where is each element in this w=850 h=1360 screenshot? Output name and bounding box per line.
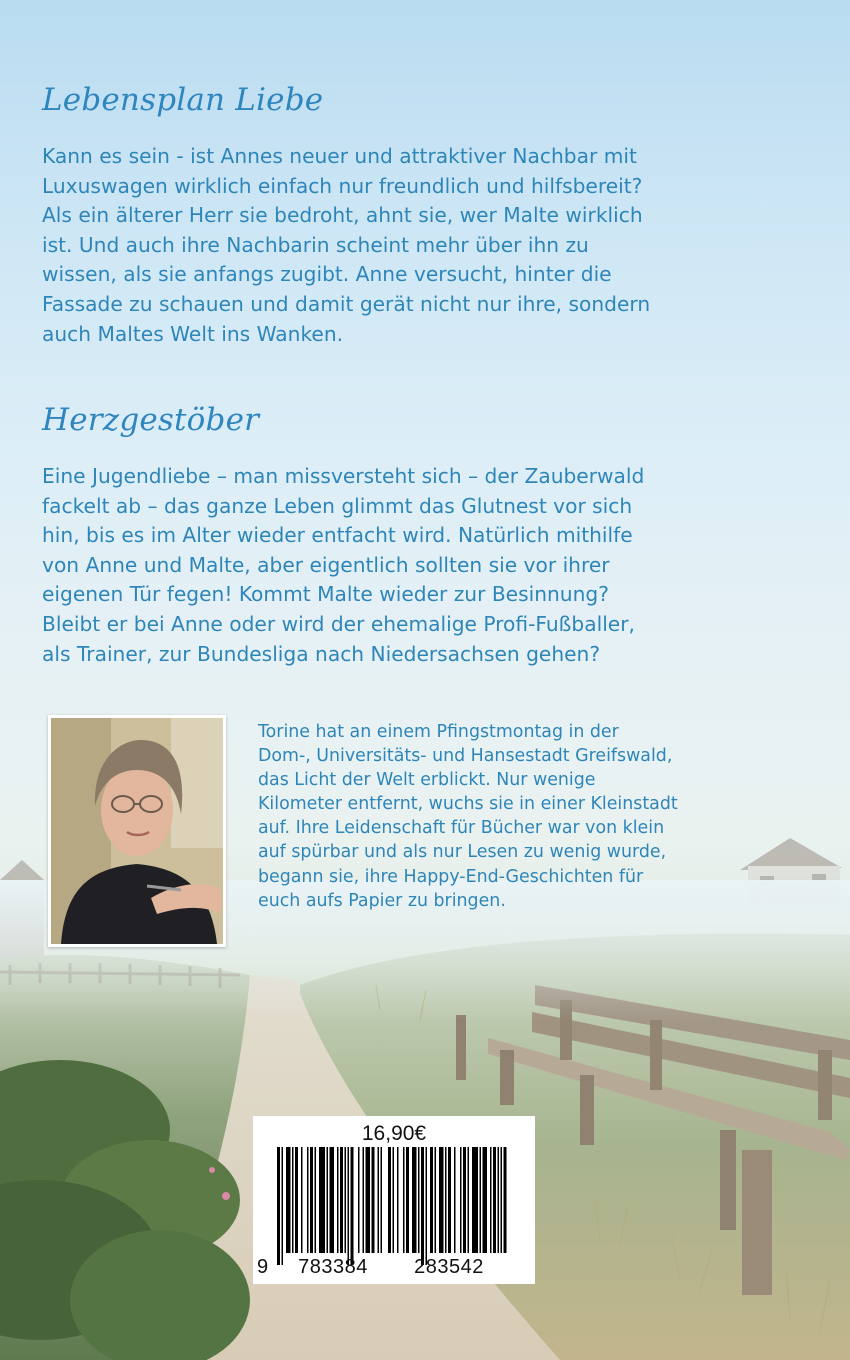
text-line: von Anne und Malte, aber eigentlich sollten sie vor ihrer: [42, 552, 610, 577]
barcode-bar: [483, 1147, 488, 1253]
barcode-bar: [327, 1147, 329, 1253]
text-line: Kann es sein - ist Annes neuer und attraktiver Nachbar mit: [42, 144, 637, 168]
barcode-bar: [348, 1147, 350, 1265]
text-line: auch Maltes Welt ins Wanken.: [42, 321, 344, 346]
bio-line: Dom-, Universitäts- und Hansestadt Greifswald,: [258, 746, 673, 767]
barcode-bar: [292, 1147, 294, 1253]
barcode-bar: [493, 1147, 496, 1253]
blurb-herzgestoeber: [42, 462, 802, 669]
barcode-bar: [418, 1147, 420, 1253]
barcode-bar: [472, 1147, 478, 1253]
text-line: Bleibt er bei Anne oder wird der ehemalige Profi-Fußballer,: [42, 611, 635, 636]
barcode-bar: [445, 1147, 447, 1253]
barcode-bar: [454, 1147, 456, 1253]
section-heading-herzgestoeber: Herzgestöber: [42, 402, 260, 438]
barcode-bar: [319, 1147, 325, 1253]
barcode-bar: [358, 1147, 360, 1253]
barcode-bar: [282, 1147, 284, 1265]
barcode-bar: [439, 1147, 444, 1253]
bio-line: auf spürbar und als nur Lesen zu wenig wurde,: [258, 842, 667, 863]
price-label: 16,90€: [361, 1122, 427, 1145]
barcode-bar: [315, 1147, 317, 1253]
barcode-bar: [307, 1147, 309, 1253]
author-photo: [48, 715, 226, 947]
barcode-bars: [267, 1147, 521, 1273]
barcode-bar: [366, 1147, 371, 1253]
text-line: wissen, als sie anfangs zugibt. Anne versucht, hinter die: [42, 262, 612, 287]
text-line: ist. Und auch ihre Nachbarin scheint mehr über ihn zu: [42, 232, 589, 257]
barcode-bar: [468, 1147, 470, 1253]
barcode-bar: [421, 1147, 424, 1265]
barcode-bar: [463, 1147, 466, 1253]
barcode-digit-first: 9: [257, 1256, 269, 1278]
barcode-bar: [412, 1147, 417, 1253]
bio-line: begann sie, ihre Happy-End-Geschichten für: [258, 866, 644, 887]
barcode-bar: [498, 1147, 500, 1253]
barcode-bar: [372, 1147, 375, 1253]
text-line: Als ein älterer Herr sie bedroht, ahnt sie, wer Malte wirklich: [42, 203, 643, 228]
barcode-bar: [286, 1147, 291, 1253]
barcode-bar: [301, 1147, 303, 1253]
barcode-bar: [351, 1147, 354, 1265]
barcode-bar: [393, 1147, 395, 1253]
barcode-bar: [501, 1147, 503, 1253]
author-bio: [258, 720, 678, 913]
barcode-bar: [295, 1147, 298, 1253]
barcode-digits-right: 283542: [414, 1256, 484, 1278]
barcode-bar: [426, 1147, 428, 1265]
barcode-bar: [330, 1147, 335, 1253]
bio-line: Torine hat an einem Pfingstmontag in der: [258, 722, 619, 742]
barcode-bar: [337, 1147, 339, 1253]
barcode-bar: [430, 1147, 433, 1253]
bio-line: Kilometer entfernt, wuchs sie in einer Kleinstadt: [258, 794, 678, 815]
barcode-bar: [397, 1147, 399, 1253]
barcode-bar: [406, 1147, 409, 1253]
barcode-bar: [340, 1147, 343, 1253]
text-line: Fassade zu schauen und damit gerät nicht nur ihre, sondern: [42, 291, 651, 316]
barcode-bar: [388, 1147, 391, 1253]
barcode-bar: [345, 1147, 347, 1253]
isbn-barcode: [253, 1116, 535, 1284]
text-line: hin, bis es im Alter wieder entfacht wird. Natürlich mithilfe: [42, 523, 633, 548]
barcode-bar: [448, 1147, 451, 1253]
barcode-bar: [504, 1147, 507, 1253]
text-line: eigenen Tür fegen! Kommt Malte wieder zur Besinnung?: [42, 582, 609, 607]
barcode-bar: [277, 1147, 280, 1265]
barcode-digits-left: 783384: [298, 1256, 368, 1278]
bio-line: das Licht der Welt erblickt. Nur wenige: [258, 770, 596, 791]
text-line: als Trainer, zur Bundesliga nach Niedersachsen gehen?: [42, 641, 601, 666]
barcode-bar: [363, 1147, 365, 1253]
barcode-bar: [403, 1147, 405, 1253]
barcode-bar: [490, 1147, 492, 1253]
barcode-bar: [381, 1147, 383, 1253]
barcode-bar: [310, 1147, 313, 1253]
barcode-bar: [435, 1147, 437, 1253]
bio-line: euch aufs Papier zu bringen.: [258, 890, 506, 911]
blurb-lebensplan-liebe: [42, 142, 802, 349]
barcode-bar: [378, 1147, 380, 1253]
text-line: Luxuswagen wirklich einfach nur freundlich und hilfsbereit?: [42, 173, 643, 198]
barcode-bar: [480, 1147, 482, 1253]
section-heading-lebensplan-liebe: Lebensplan Liebe: [42, 82, 324, 118]
text-line: Eine Jugendliebe – man missversteht sich – der Zauberwald: [42, 464, 645, 488]
barcode-bar: [460, 1147, 462, 1253]
bio-line: auf. Ihre Leidenschaft für Bücher war von klein: [258, 818, 665, 839]
text-line: fackelt ab – das ganze Leben glimmt das Glutnest vor sich: [42, 493, 633, 518]
